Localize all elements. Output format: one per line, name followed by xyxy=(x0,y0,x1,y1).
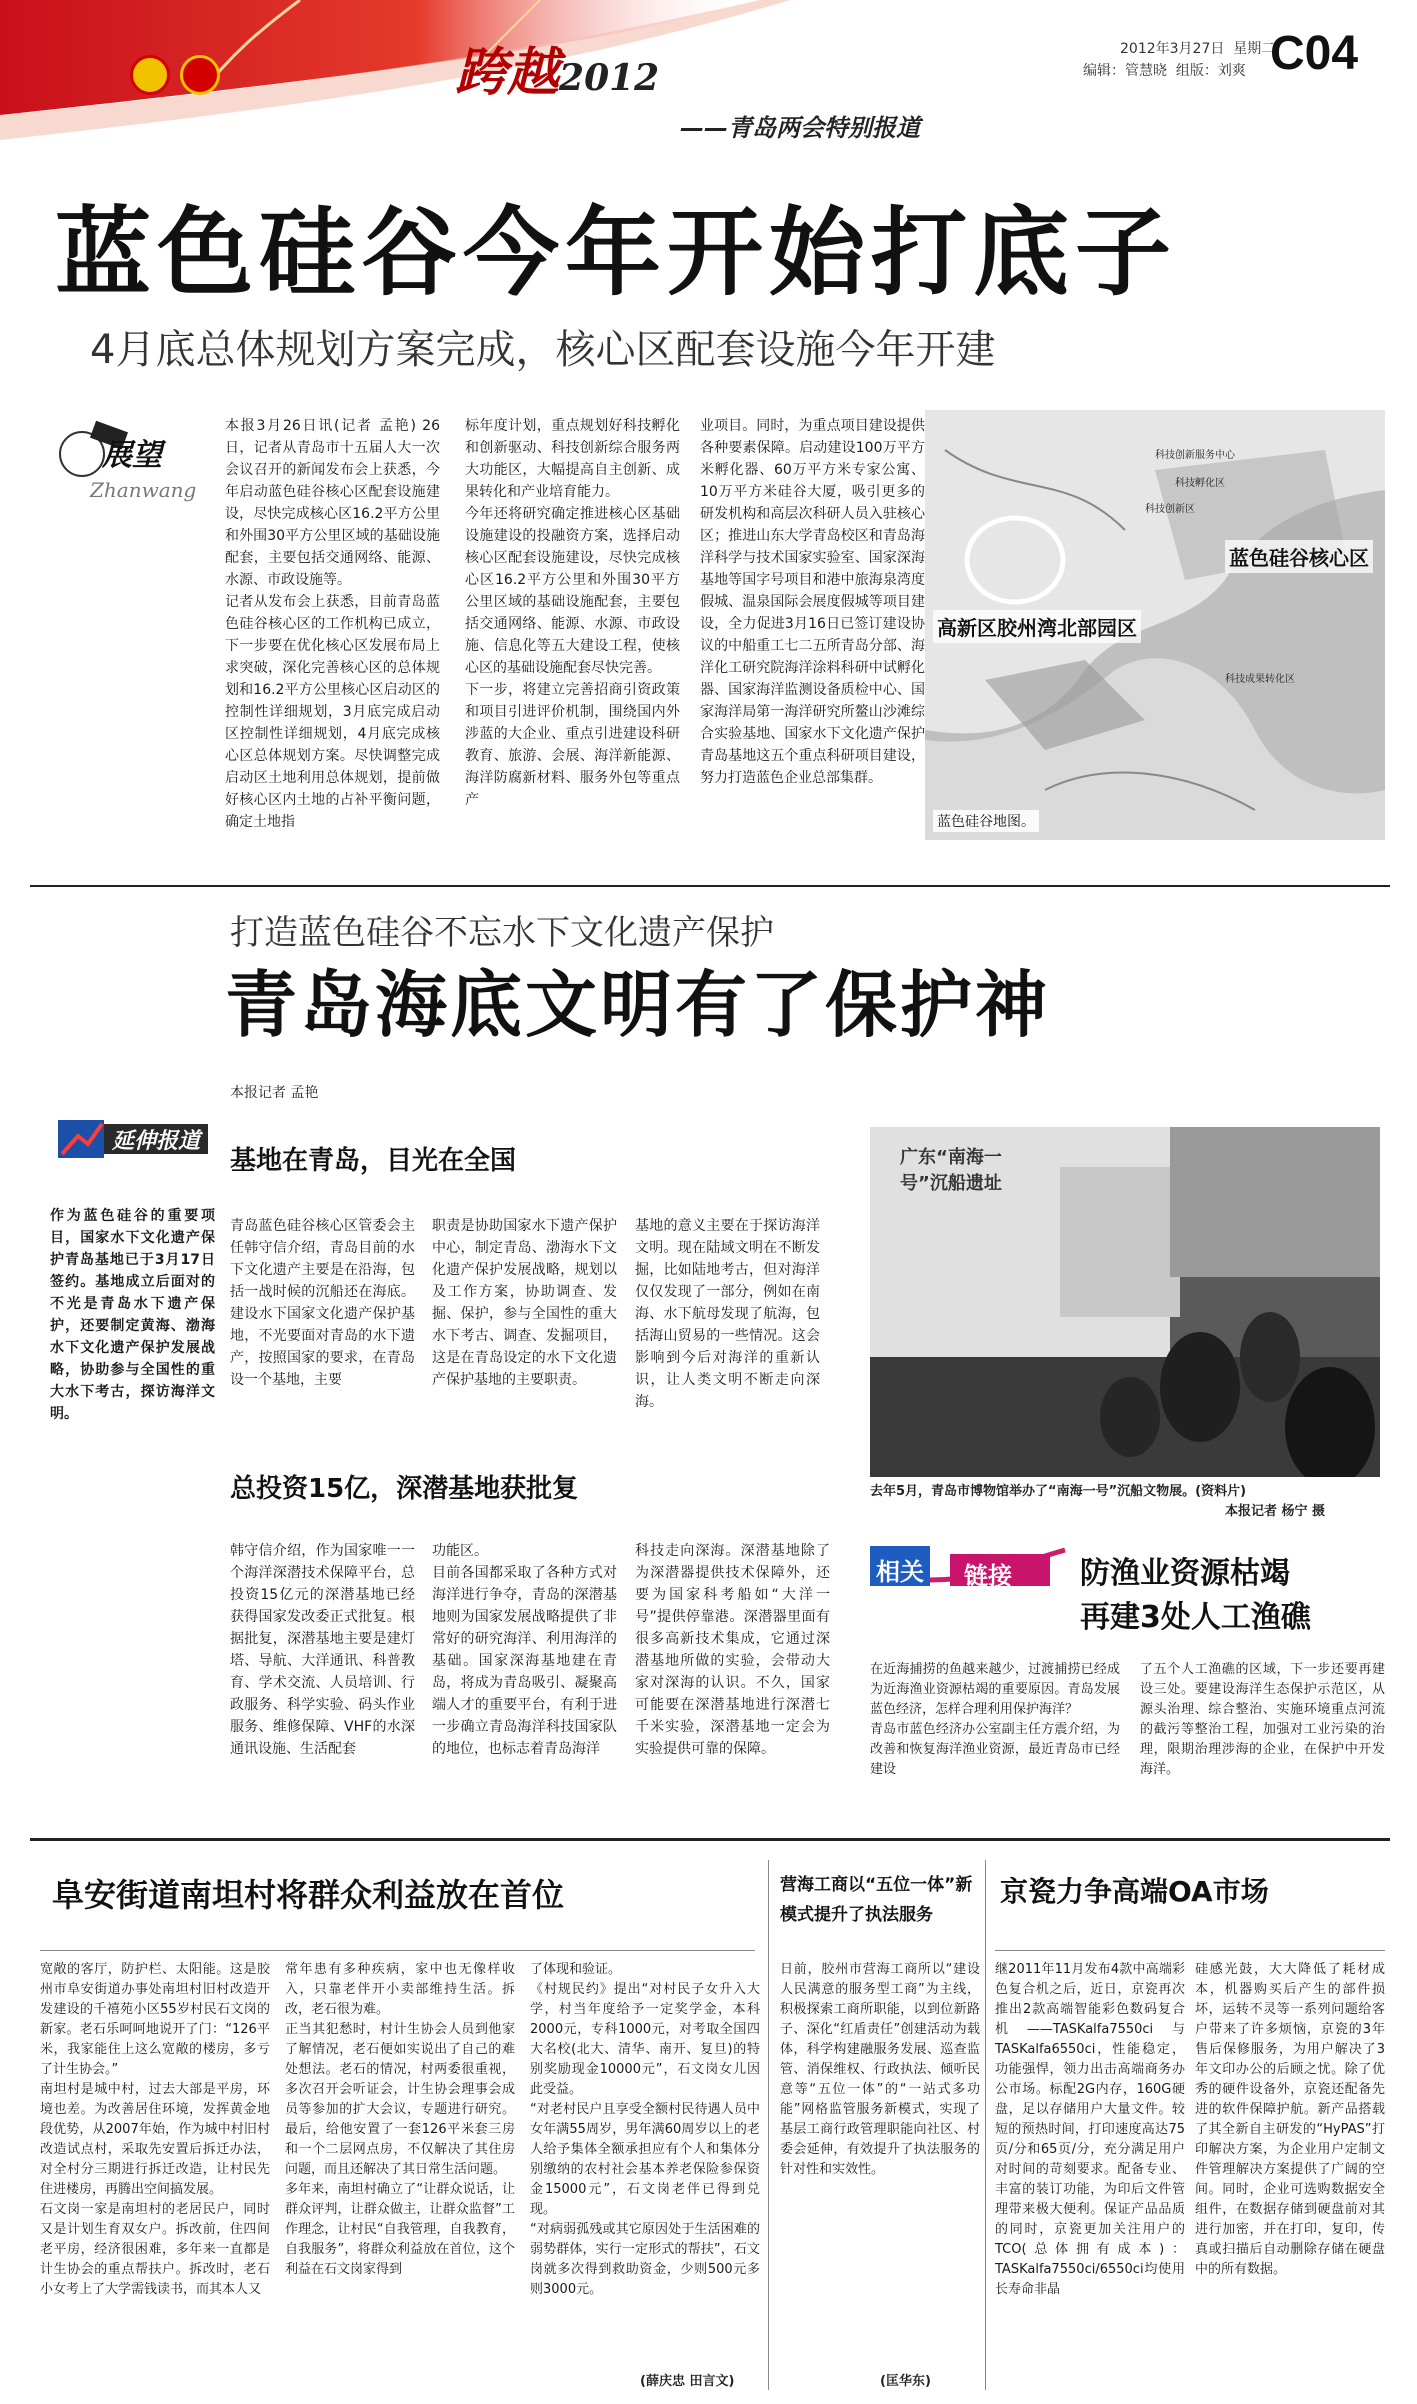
divider-article1 xyxy=(30,885,1390,887)
article2-s1-col3: 基地的意义主要在于探访海洋文明。现在陆域文明在不断发掘，比如陆地考古，但对海洋仅仅发现了一部分，例如在南海、水下航母发现了航海，包括海山贸易的一些情况。这会影响到今后对海洋的重新认识，让人类文明不断走向深海。 xyxy=(635,1218,820,1410)
badge-yanshen-label: 延伸报道 xyxy=(112,1129,201,1154)
article2-s2-col1: 韩守信介绍，作为国家唯一一个海洋深潜技术保障平台，总投资15亿元的深潜基地已经获得国家发改委正式批复。根据批复，深潜基地主要是建灯塔、导航、大洋通讯、科普教育、学术交流、人员培训、行政服务、科学实验、码头作业服务、维修保障、VHF的水深通讯设施、生活配套 xyxy=(230,1543,415,1757)
article5-col1: 继2011年11月发布4款中高端彩色复合机之后，近日，京瓷再次推出2款高端智能彩色数码复合机——TASKalfa7550ci与TASKalfa6550ci，性能稳定，功能强悍，领力出击高端商务办公市场。标配2G内存，160G硬盘，足以存储用户大量文件。较短的预热时间，打印速度高达75页/分和65页/分，充分满足用户对时间的苛刻要求。配备专业、丰富的装订功能，为印后文件管理带来极大便利。保证产品品质的同时，京瓷更加关注用户的TCO(总体拥有成本)：TASKalfa7550ci/6550ci均使用长寿命非晶 xyxy=(995,1962,1185,2297)
map-label-core: 蓝色硅谷核心区 xyxy=(1225,540,1373,573)
badge-zhanwang-label: 展望 xyxy=(102,438,162,473)
article1-subtitle: 4月底总体规划方案完成，核心区配套设施今年开建 xyxy=(90,327,996,373)
related-badge-b: 链接 xyxy=(964,1562,1012,1590)
article3-title: 阜安街道南坦村将群众利益放在首位 xyxy=(52,1876,565,1914)
map-label-gaoxin: 高新区胶州湾北部园区 xyxy=(933,610,1141,643)
article2-sidebar: 作为蓝色硅谷的重要项目，国家水下文化遗产保护青岛基地已于3月17日签约。基地成立后面对的不光是青岛水下遗产保护，还要制定黄海、渤海水下文化遗产保护发展战略，协助参与全国性的重大水下考古，探访海洋文明。 xyxy=(50,1208,215,1422)
map-label-incubation: 科技孵化区 xyxy=(1175,478,1225,489)
article3-underline xyxy=(40,1950,755,1951)
article2-title: 青岛海底文明有了保护神 xyxy=(225,963,1051,1047)
masthead-logo: 跨越2012 xyxy=(455,42,660,103)
map-label-innovation: 科技创新区 xyxy=(1145,504,1195,515)
party-emblem xyxy=(130,55,170,95)
article4-body: 日前，胶州市营海工商所以“建设人民满意的服务型工商”为主线，积极探索工商所职能，以到位新路子、深化“红盾责任”创建活动为载体，科学构建融服务发展、巡查监管、消保维权、行政执法、倾听民意等“五位一体”的“一站式多功能”网格监管服务新模式，实现了基层工商行政管理职能向社区、村委会延伸，有效提升了执法服务的针对性和实效性。 xyxy=(780,1962,980,2177)
article2-sub1: 基地在青岛，目光在全国 xyxy=(230,1146,517,1176)
article5-col2: 硅感光鼓，大大降低了耗材成本，机器购买后产生的部件损坏，运转不灵等一系列问题给客户带来了许多烦恼，京瓷的3年售后保修服务，为用户解决了3年文印办公的后顾之忧。除了优秀的硬件设备外，京瓷还配备先进的软件保障护航。新产品搭载了其全新自主研发的“HyPAS”打印解决方案，为企业用户定制文件管理解决方案提供了广阔的空间。同时，企业可选购数据安全组件，在数据存储到硬盘前对其进行加密，并在打印，复印，传真或扫描后自动删除存储在硬盘中的所有数据。 xyxy=(1195,1962,1385,2277)
article3-col2: 常年患有多种疾病，家中也无像样收入，只靠老伴开小卖部维持生活。拆改，老石很为难。 正当其犯愁时，村计生协会人员到他家了解情况，老石便如实说出了自己的难处想法。老石的情况，村两委很重视，多次召开会听证会，计生协会理事会成员等参加的扩大会议，专题进行研究。最后，给他安置了一套126平米套三房和一个二层网点房，不仅解决了其住房问题，而且还解决了其日常生活问题。 多年来，南坦村确立了“让群众说话，让群众评判，让群众做主，让群众监督”工作理念，让村民“自我管理，自我教育，自我服务”，将群众利益放在首位，这个利益在石文岗家得到 xyxy=(285,1962,515,2277)
related-badge-a: 相关 xyxy=(876,1558,924,1586)
article2-s2-col3: 科技走向深海。深潜基地除了为深潜器提供技术保障外，还要为国家科考船如“大洋一号”提供停靠港。深潜器里面有很多高新技术集成，它通过深潜基地所做的实验，会带动大家对深海的认识。不久，国家可能要在深潜基地进行深潜七千米实验，深潜基地一定会为实验提供可靠的保障。 xyxy=(635,1543,830,1757)
article2-kicker: 打造蓝色硅谷不忘水下文化遗产保护 xyxy=(230,913,774,953)
vdivider-1 xyxy=(768,1860,769,2390)
article2-s2-col2: 功能区。 目前各国都采取了各种方式对海洋进行争夺，青岛的深潜基地则为国家发展战略提供了非常好的研究海洋、利用海洋的基础。国家深海基地建在青岛，将成为青岛吸引、凝聚高端人才的重要平台，有利于进一步确立青岛海洋科技国家队的地位，也标志着青岛海洋 xyxy=(432,1543,617,1757)
badge-yanshen xyxy=(58,1110,208,1160)
related-title-line1: 防渔业资源枯竭 xyxy=(1080,1556,1290,1591)
article5-underline xyxy=(995,1950,1385,1951)
article3-col1: 宽敞的客厅，防护栏、太阳能。这是胶州市阜安街道办事处南坦村旧村改造开发建设的千禧苑小区55岁村民石文岗的新家。老石乐呵呵地说开了门：“126平米，我家能住上这么宽敞的楼房，多亏了计生协会。” 南坦村是城中村，过去大部是平房，环境也差。为改善居住环境，发挥黄金地段优势，从2007年始，作为城中村旧村改造试点村，采取先安置后拆迁办法，对全村分三期进行拆迁改造，让村民先住进楼房，再腾出空间搞发展。 石文岗一家是南坦村的老居民户，同时又是计划生育双女户。拆改前，住四间老平房，经济很困难，多年来一直都是计生协会的重点帮扶户。拆改时，老石小女考上了大学需钱读书，而其本人又 xyxy=(40,1962,270,2297)
related-col2: 了五个人工渔礁的区域，下一步还要再建设三处。要建设海洋生态保护示范区，从源头治理、综合整治、实施环境重点河流的截污等整治工程，加强对工业污染的治理，限期治理涉海的企业，在保护中开发海洋。 xyxy=(1140,1662,1385,1777)
related-link-badge xyxy=(870,1540,1070,1590)
vdivider-2 xyxy=(985,1860,986,2390)
article1-col3: 业项目。同时，为重点项目建设提供各种要素保障。启动建设100万平方米孵化器、60万平方米专家公寓、10万平方米硅谷大厦，吸引更多的研发机构和高层次科研人员入驻核心区；推进山东大学青岛校区和青岛海洋科学与技术国家实验室、国家深海基地等国字号项目和港中旅海泉湾度假城、温泉国际会展度假城等项目建设，全力促进3月16日已签订建设协议的中船重工七二五所青岛分部、海洋化工研究院海洋涂料科研中试孵化器、国家海洋监测设备质检中心、国家海洋局第一海洋研究所鳌山沙滩综合实验基地、国家水下文化遗产保护青岛基地这五个重点科研项目建设，努力打造蓝色企业总部集群。 xyxy=(700,418,925,786)
divider-article2 xyxy=(30,1838,1390,1841)
related-col1: 在近海捕捞的鱼越来越少，过渡捕捞已经成为近海渔业资源枯竭的重要原因。青岛发展蓝色经济，怎样合理利用保护海洋？ 青岛市蓝色经济办公室副主任方震介绍，为改善和恢复海洋渔业资源，最近青岛市已经建设 xyxy=(870,1662,1120,1777)
page-number: C04 xyxy=(1270,27,1359,80)
article1-title: 蓝色硅谷今年开始打底子 xyxy=(55,197,1177,309)
masthead xyxy=(0,0,1417,150)
masthead-subtitle: ——青岛两会特别报道 xyxy=(680,114,920,142)
state-emblem xyxy=(180,55,220,95)
article1-col2: 标年度计划，重点规划好科技孵化和创新驱动、科技创新综合服务两大功能区，大幅提高自主创新、成果转化和产业培育能力。 今年还将研究确定推进核心区基础设施建设的投融资方案，选择启动核心区配套设施建设，尽快完成核心区16.2平方公里和外围30平方公里区域的基础设施配套，主要包括交通网络、能源、水源、市政设施、信息化等五大建设工程，使核心区的基础设施配套尽快完善。 下一步，将建立完善招商引资政策和项目引进评价机制，围绕国内外涉蓝的大企业、重点引进建设科研教育、旅游、会展、海洋新能源、海洋防腐新材料、服务外包等重点产 xyxy=(465,418,680,808)
exhibition-photo xyxy=(870,1127,1380,1477)
badge-zhanwang-en: Zhanwang xyxy=(90,478,197,502)
article2-sub2: 总投资15亿，深潜基地获批复 xyxy=(230,1474,579,1504)
masthead-date: 2012年3月27日 星期二 xyxy=(1120,41,1276,57)
article3-byline: (薛庆忠 田言文) xyxy=(640,2374,735,2389)
article4-title: 营海工商以“五位一体”新模式提升了执法服务 xyxy=(780,1875,973,1925)
article1-col1: 本报3月26日讯(记者 孟艳) 26日，记者从青岛市十五届人大一次会议召开的新闻发布会上获悉，今年启动蓝色硅谷核心区配套设施建设，尽快完成核心区16.2平方公里和外围30平方公里区域的基础设施配套，主要包括交通网络、能源、水源、市政设施等。 记者从发布会上获悉，目前青岛蓝色硅谷核心区的工作机构已成立，下一步要在优化核心区发展布局上求突破，深化完善核心区的总体规划和16.2平方公里核心区启动区的控制性详细规划，3月底完成启动区控制性详细规划，4月底完成核心区总体规划方案。尽快调整完成启动区土地利用总体规划，提前做好核心区内土地的占补平衡问题，确定土地指 xyxy=(225,418,440,830)
article2-s1-col1: 青岛蓝色硅谷核心区管委会主任韩守信介绍，青岛目前的水下文化遗产主要是在沿海，包括一战时候的沉船还在海底。建设水下国家文化遗产保护基地，不光要面对青岛的水下遗产，按照国家的要求，在青岛设一个基地，主要 xyxy=(230,1218,415,1388)
related-title-line2: 再建3处人工渔礁 xyxy=(1080,1600,1311,1635)
map-label-service: 科技创新服务中心 xyxy=(1155,450,1235,461)
map-figure xyxy=(925,410,1385,840)
article5-title: 京瓷力争高端OA市场 xyxy=(1000,1875,1269,1908)
map-caption: 蓝色硅谷地图。 xyxy=(933,810,1039,832)
map-label-transfer: 科技成果转化区 xyxy=(1225,674,1295,685)
article2-byline: 本报记者 孟艳 xyxy=(230,1085,319,1101)
article2-s1-col2: 职责是协助国家水下遗产保护中心，制定青岛、渤海水下文化遗产保护发展战略，规划以及工作方案，协助调查、发掘、保护，参与全国性的重大水下考古、调查、发掘项目，这是在青岛设定的水下文化遗产保护基地的主要职责。 xyxy=(432,1218,617,1388)
photo-caption: 去年5月，青岛市博物馆举办了“南海一号”沉船文物展。(资料片) xyxy=(870,1484,1247,1499)
article3-col3: 了体现和验证。 《村规民约》提出“对村民子女升入大学，村当年度给予一定奖学金，本科2000元，专科1000元，对考取全国四大名校(北大、清华、南开、复旦)的特别奖励现金10000元”，石文岗女儿因此受益。 “对老村民户且享受全额村民待遇人员中女年满55周岁，男年满60周岁以上的老人给予集体全额承担应有个人和集体分别缴纳的农村社会基本养老保险参保资金15000元”，石文岗老伴已得到兑现。 “对病弱孤残或其它原因处于生活困难的弱势群体，实行一定形式的帮扶”，石文岗就多次得到救助资金，少则500元多则3000元。 xyxy=(530,1962,760,2297)
masthead-editor: 编辑：管慧晓 组版：刘爽 xyxy=(1083,63,1246,79)
photo-credit: 本报记者 杨宁 摄 xyxy=(1225,1504,1326,1519)
photo-banner-text: 广东“南海一号”沉船遗址 xyxy=(900,1147,1002,1194)
badge-zhanwang xyxy=(50,420,210,510)
article4-byline: (匡华东) xyxy=(880,2374,931,2389)
